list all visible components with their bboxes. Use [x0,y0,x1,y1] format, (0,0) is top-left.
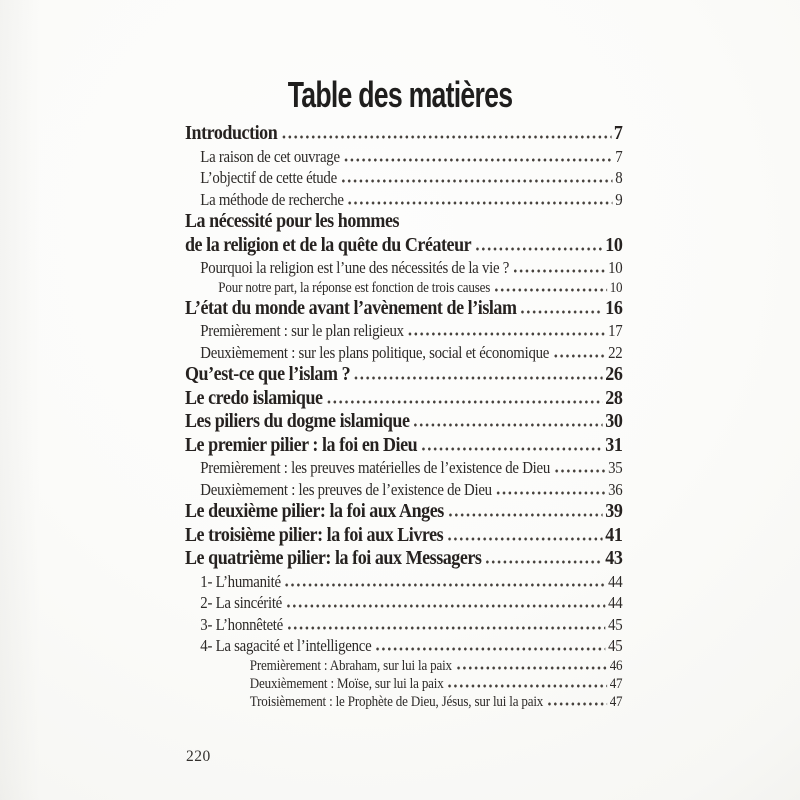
dot-leader [521,310,603,314]
dot-leader [422,447,603,451]
toc-entry-label: Le premier pilier : la foi en Dieu [185,433,418,456]
toc-entry-label: 4- La sagacité et l’intelligence [200,636,372,655]
toc-entry [185,234,622,258]
toc-entry-page: 26 [605,363,623,385]
toc-entry [185,320,622,342]
toc-entry-page: 47 [609,675,623,692]
toc-entry-page: 36 [608,479,623,499]
toc-entry-page: 22 [608,342,623,362]
toc-entry-page: 31 [605,433,623,456]
dot-leader [496,491,605,495]
toc-entry-page: 10 [609,279,623,296]
dot-leader [448,513,602,517]
toc-entry-label: L’objectif de cette étude [200,168,337,187]
toc-entry [185,210,622,234]
dot-leader [327,400,603,404]
toc-entry [185,167,622,189]
toc-entry [185,571,622,593]
toc-entry [185,657,622,675]
toc-entry-page: 44 [608,593,623,612]
table-of-contents [185,122,622,711]
toc-entry-page: 30 [605,410,623,432]
dot-leader [495,288,607,292]
toc-entry [185,189,622,211]
toc-entry [185,614,622,636]
toc-entry [185,547,622,571]
toc-entry [185,434,622,458]
toc-entry-page: 9 [615,189,623,209]
toc-entry-label: Premièrement : Abraham, sur lui la paix [249,657,452,674]
dot-leader [414,423,603,427]
dot-leader [355,376,603,380]
toc-entry-label: Le credo islamique [185,386,323,409]
toc-entry-page: 47 [609,693,623,710]
toc-entry-page: 44 [608,571,623,591]
toc-entry-page: 35 [608,458,623,477]
toc-entry-page: 46 [609,657,623,674]
toc-entry [185,592,622,614]
toc-entry-page: 10 [605,233,623,256]
toc-entry-label: Pourquoi la religion est l’une des nécessités de la vie ? [200,258,510,277]
toc-entry [185,635,622,657]
toc-entry-label: Deuxièmement : les preuves de l’existence de Dieu [200,479,492,499]
toc-entry-label: Le deuxième pilier: la foi aux Anges [185,500,444,522]
dot-leader [554,354,606,358]
dot-leader [476,247,603,251]
dot-leader [348,201,612,205]
dot-leader [341,179,612,183]
toc-entry-label: 3- L’honnêteté [200,614,283,634]
dot-leader [514,269,606,273]
toc-entry [185,122,622,146]
toc-entry-label: Le troisième pilier: la foi aux Livres [185,523,444,546]
toc-entry [185,297,622,321]
dot-leader [448,684,607,688]
toc-entry-page: 43 [605,547,623,569]
dot-leader [376,647,605,651]
toc-entry-page: 41 [605,523,623,546]
toc-entry [185,457,622,479]
toc-entry-label: Deuxièmement : Moïse, sur lui la paix [249,675,444,692]
page-title: Table des matières [287,74,513,116]
toc-entry-label: Troisièmement : le Prophète de Dieu, Jésus, sur lui la paix [249,693,544,710]
toc-entry [185,500,622,524]
dot-leader [344,158,612,162]
toc-entry [185,479,622,501]
toc-entry [185,363,622,387]
toc-entry-label: Premièrement : les preuves matérielles de l’existence de Dieu [200,458,550,477]
dot-leader [548,702,607,706]
toc-entry-label: L’état du monde avant l’avènement de l’islam [185,296,517,319]
toc-entry-page: 7 [613,122,623,144]
toc-entry-label: La méthode de recherche [200,189,344,209]
toc-entry-page: 28 [605,386,623,409]
toc-entry [185,279,622,297]
toc-entry-label: Les piliers du dogme islamique [185,410,410,432]
dot-leader [554,469,605,473]
toc-entry-page: 45 [608,614,623,634]
toc-entry-label: 2- La sincérité [200,593,283,612]
dot-leader [456,666,607,670]
toc-entry-page: 16 [605,296,623,319]
toc-entry-label: de la religion et de la quête du Créateur [185,233,472,256]
toc-entry-label: Introduction [185,122,278,144]
toc-entry-label: La raison de cet ouvrage [200,146,340,166]
toc-entry [185,257,622,279]
toc-entry-page: 10 [608,258,623,277]
dot-leader [282,135,611,139]
dot-leader [486,560,603,564]
toc-entry-label: La nécessité pour les hommes [185,210,400,232]
toc-entry-page: 8 [615,168,623,187]
toc-entry [185,524,622,548]
toc-entry [185,342,622,364]
page-number: 220 [186,748,211,765]
toc-entry-label: Premièrement : sur le plan religieux [200,321,404,340]
toc-entry [185,146,622,168]
dot-leader [408,332,605,336]
toc-entry-label: Deuxièmement : sur les plans politique, social et économique [200,342,550,362]
dot-leader [285,583,605,587]
toc-entry-page: 7 [615,146,623,166]
toc-entry [185,410,622,434]
toc-entry [185,387,622,411]
dot-leader [287,604,606,608]
dot-leader [287,626,605,630]
toc-entry-page: 17 [608,321,623,340]
toc-entry [185,675,622,693]
toc-entry-label: Pour notre part, la réponse est fonction de trois causes [218,279,491,296]
toc-entry-page: 39 [605,500,623,522]
toc-entry-label: Qu’est-ce que l’islam ? [185,363,351,385]
toc-entry [185,693,622,711]
toc-entry-label: 1- L’humanité [200,571,281,591]
dot-leader [448,537,603,541]
toc-entry-label: Le quatrième pilier: la foi aux Messagers [185,547,482,569]
toc-entry-page: 45 [608,636,623,655]
